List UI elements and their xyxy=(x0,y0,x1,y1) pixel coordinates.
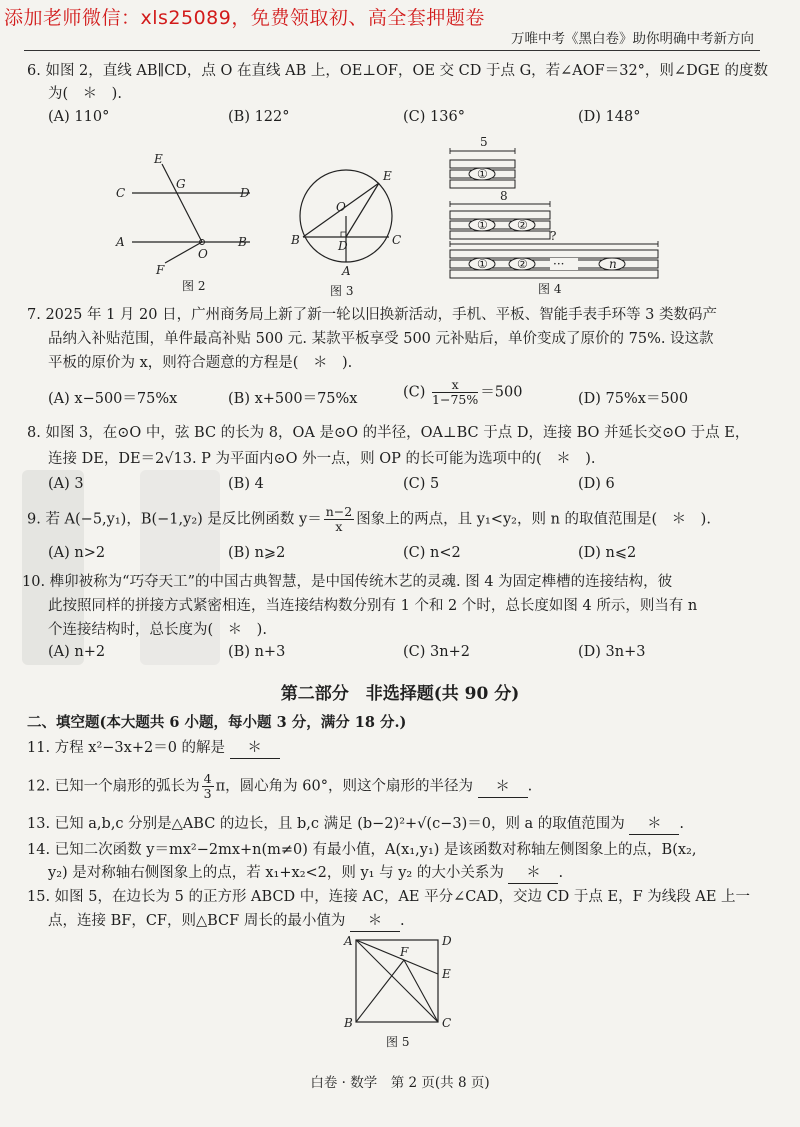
q9-option-a: (A) n>2 xyxy=(48,545,106,561)
fig3-label-a: A xyxy=(342,264,351,278)
q8-option-d: (D) 6 xyxy=(578,476,615,492)
q7-option-c-label: (C) xyxy=(403,384,426,401)
q9-frac-den: x xyxy=(335,519,343,534)
q10-line1: 10. 榫卯被称为“巧夺天工”的中国古典智慧，是中国传统木艺的灵魂. 图 4 为固定榫槽的连接结构，彼 xyxy=(22,574,673,590)
q9-fraction xyxy=(324,505,354,534)
q7-option-d: (D) 75%x＝500 xyxy=(578,391,689,407)
fig4-mark-5: ② xyxy=(517,257,528,271)
q6-line2: 为( ＊ ). xyxy=(48,86,122,102)
figure-2 xyxy=(110,150,270,295)
q10-line2: 此按照同样的拼接方式紧密相连，当连接结构数分别有 1 个和 2 个时，总长度如图 4 所示，则当有 n xyxy=(48,598,698,614)
q12-end: . xyxy=(527,778,533,795)
q7-option-c-rhs: ＝500 xyxy=(480,384,523,401)
q6-line1: 6. 如图 2，直线 AB∥CD，点 O 在直线 AB 上，OE⊥OF，OE 交 CD 于点 G，若∠AOF＝32°，则∠DGE 的度数 xyxy=(27,63,768,79)
q10-option-b: (B) n+3 xyxy=(228,644,286,660)
q6-option-c: (C) 136° xyxy=(403,109,465,125)
q7-option-c-den: 1−75% xyxy=(432,392,479,407)
q14-end: . xyxy=(558,865,564,881)
part2-title: 第二部分 非选择题(共 90 分) xyxy=(280,684,520,704)
fig5-caption: 图 5 xyxy=(386,1035,410,1049)
q7-option-c-fraction xyxy=(432,378,478,407)
fig2-label-b: B xyxy=(238,235,247,249)
q8-option-b: (B) 4 xyxy=(228,476,264,492)
q8-option-c: (C) 5 xyxy=(403,476,440,492)
q8-line2: 连接 DE，DE＝2√13. P 为平面内⊙O 外一点，则 OP 的长可能为选项中的( ＊ ). xyxy=(48,451,596,467)
q12-frac-num: 4 xyxy=(203,771,212,786)
q9-line xyxy=(27,505,711,534)
q14-line1: 14. 已知二次函数 y＝mx²−2mx+n(m≠0) 有最小值，A(x₁,y₁) 是该函数对称轴左侧图象上的点，B(x₂, xyxy=(27,842,697,858)
fig3-label-c: C xyxy=(392,233,402,247)
q7-line3: 平板的原价为 x，则符合题意的方程是( ＊ ). xyxy=(48,355,353,371)
q13-text: 13. 已知 a,b,c 分别是△ABC 的边长，且 b,c 满足 (b−2)²+√(c−3)＝0，则 a 的取值范围为 xyxy=(27,816,625,832)
q6-option-d: (D) 148° xyxy=(578,109,641,125)
fig2-label-c: C xyxy=(116,186,126,200)
q12-frac-den: 3 xyxy=(203,786,212,801)
fig5-label-f: F xyxy=(400,945,409,959)
fig3-label-o: O xyxy=(336,200,346,214)
q8-line1: 8. 如图 3，在⊙O 中，弦 BC 的长为 8，OA 是⊙O 的半径，OA⊥BC 于点 D，连接 BO 并延长交⊙O 于点 E， xyxy=(27,425,750,441)
fig3-label-d: D xyxy=(338,239,348,253)
q7-option-c-num: x xyxy=(432,378,478,393)
figure-5 xyxy=(338,932,463,1057)
page-header: 万唯中考《黑白卷》助你明确中考新方向 xyxy=(511,31,754,47)
q12-post: π，圆心角为 60°，则这个扇形的半径为 xyxy=(215,778,473,795)
q15-end: . xyxy=(399,913,405,929)
q15-line1: 15. 如图 5，在边长为 5 的正方形 ABCD 中，连接 AC，AE 平分∠CAD，交边 CD 于点 E，F 为线段 AE 上一 xyxy=(27,889,751,905)
fig3-label-b: B xyxy=(291,233,300,247)
q7-line2: 品纳入补贴范围，单件最高补贴 500 元. 某款平板享受 500 元补贴后，单价变成了原价的 75%. 设这款 xyxy=(48,331,714,347)
fig4-length-2: 8 xyxy=(500,189,508,203)
figure-4 xyxy=(440,136,665,296)
fig5-label-b: B xyxy=(344,1016,353,1030)
fig4-mark-3: ② xyxy=(517,218,528,232)
fig4-mark-n: n xyxy=(609,257,617,271)
q12-line xyxy=(27,772,532,801)
fig4-caption: 图 4 xyxy=(538,282,562,296)
q7-option-a: (A) x−500＝75%x xyxy=(48,391,178,407)
q14-blank: ＊ xyxy=(508,864,558,884)
fig2-label-f: F xyxy=(156,263,165,277)
q15-line2-text: 点，连接 BF，CF，则△BCF 周长的最小值为 xyxy=(48,913,346,929)
q7-option-b: (B) x+500＝75%x xyxy=(228,391,358,407)
fig2-label-e: E xyxy=(154,152,163,166)
fig5-label-d: D xyxy=(442,934,452,948)
q7-option-c xyxy=(403,378,522,407)
section2-title: 二、填空题(本大题共 6 小题，每小题 3 分，满分 18 分.) xyxy=(27,714,407,731)
q15-blank: ＊ xyxy=(350,912,400,932)
fig3-label-e: E xyxy=(383,169,392,183)
page-footer: 白卷 · 数学 第 2 页(共 8 页) xyxy=(310,1075,490,1091)
q10-option-c: (C) 3n+2 xyxy=(403,644,470,660)
q13-end: . xyxy=(679,816,685,832)
q12-fraction xyxy=(202,772,214,801)
fig3-caption: 图 3 xyxy=(330,284,354,298)
fig5-label-c: C xyxy=(442,1016,452,1030)
watermark-text: 添加老师微信：xls25089，免费领取初、高全套押题卷 xyxy=(4,7,485,29)
q9-option-d: (D) n⩽2 xyxy=(578,545,637,561)
fig2-caption: 图 2 xyxy=(182,279,206,293)
fig4-mark-2: ① xyxy=(477,218,488,232)
fig2-label-a: A xyxy=(116,235,125,249)
q14-line2-text: y₂) 是对称轴右侧图象上的点，若 x₁+x₂<2，则 y₁ 与 y₂ 的大小关系为 xyxy=(48,865,504,881)
q12-blank: ＊ xyxy=(478,778,528,798)
q9-post: 图象上的两点，且 y₁<y₂，则 n 的取值范围是( ＊ ). xyxy=(356,511,711,528)
fig5-label-a: A xyxy=(344,934,353,948)
fig2-label-g: G xyxy=(176,177,186,191)
header-rule xyxy=(24,50,760,51)
q9-option-b: (B) n⩾2 xyxy=(228,545,286,561)
q10-line3: 个连接结构时，总长度为( ＊ ). xyxy=(48,622,267,638)
fig4-length-3: ? xyxy=(550,229,557,243)
q7-line1: 7. 2025 年 1 月 20 日，广州商务局上新了新一轮以旧换新活动，手机、平板、智能手表手环等 3 类数码产 xyxy=(27,307,718,323)
q8-option-a: (A) 3 xyxy=(48,476,84,492)
fig4-mark-1: ① xyxy=(477,167,488,181)
fig2-label-d: D xyxy=(240,186,250,200)
q15-line2 xyxy=(48,912,405,932)
q9-option-c: (C) n<2 xyxy=(403,545,461,561)
fig4-mark-4: ① xyxy=(477,257,488,271)
fig4-dots: ··· xyxy=(553,257,565,271)
fig2-label-o: O xyxy=(198,247,208,261)
fig4-length-1: 5 xyxy=(480,136,488,149)
q13-line xyxy=(27,815,684,835)
q10-option-d: (D) 3n+3 xyxy=(578,644,646,660)
q9-pre: 9. 若 A(−5,y₁)，B(−1,y₂) 是反比例函数 y＝ xyxy=(27,511,322,528)
figure-3 xyxy=(290,158,410,298)
q12-pre: 12. 已知一个扇形的弧长为 xyxy=(27,778,200,795)
q6-option-a: (A) 110° xyxy=(48,109,110,125)
q14-line2 xyxy=(48,864,563,884)
q11-line xyxy=(27,739,280,759)
q6-option-b: (B) 122° xyxy=(228,109,290,125)
q11-text: 11. 方程 x²−3x+2＝0 的解是 xyxy=(27,740,226,756)
q11-blank: ＊ xyxy=(230,739,280,759)
q13-blank: ＊ xyxy=(629,815,679,835)
q9-frac-num: n−2 xyxy=(325,504,353,519)
q10-option-a: (A) n+2 xyxy=(48,644,106,660)
fig5-label-e: E xyxy=(442,967,451,981)
